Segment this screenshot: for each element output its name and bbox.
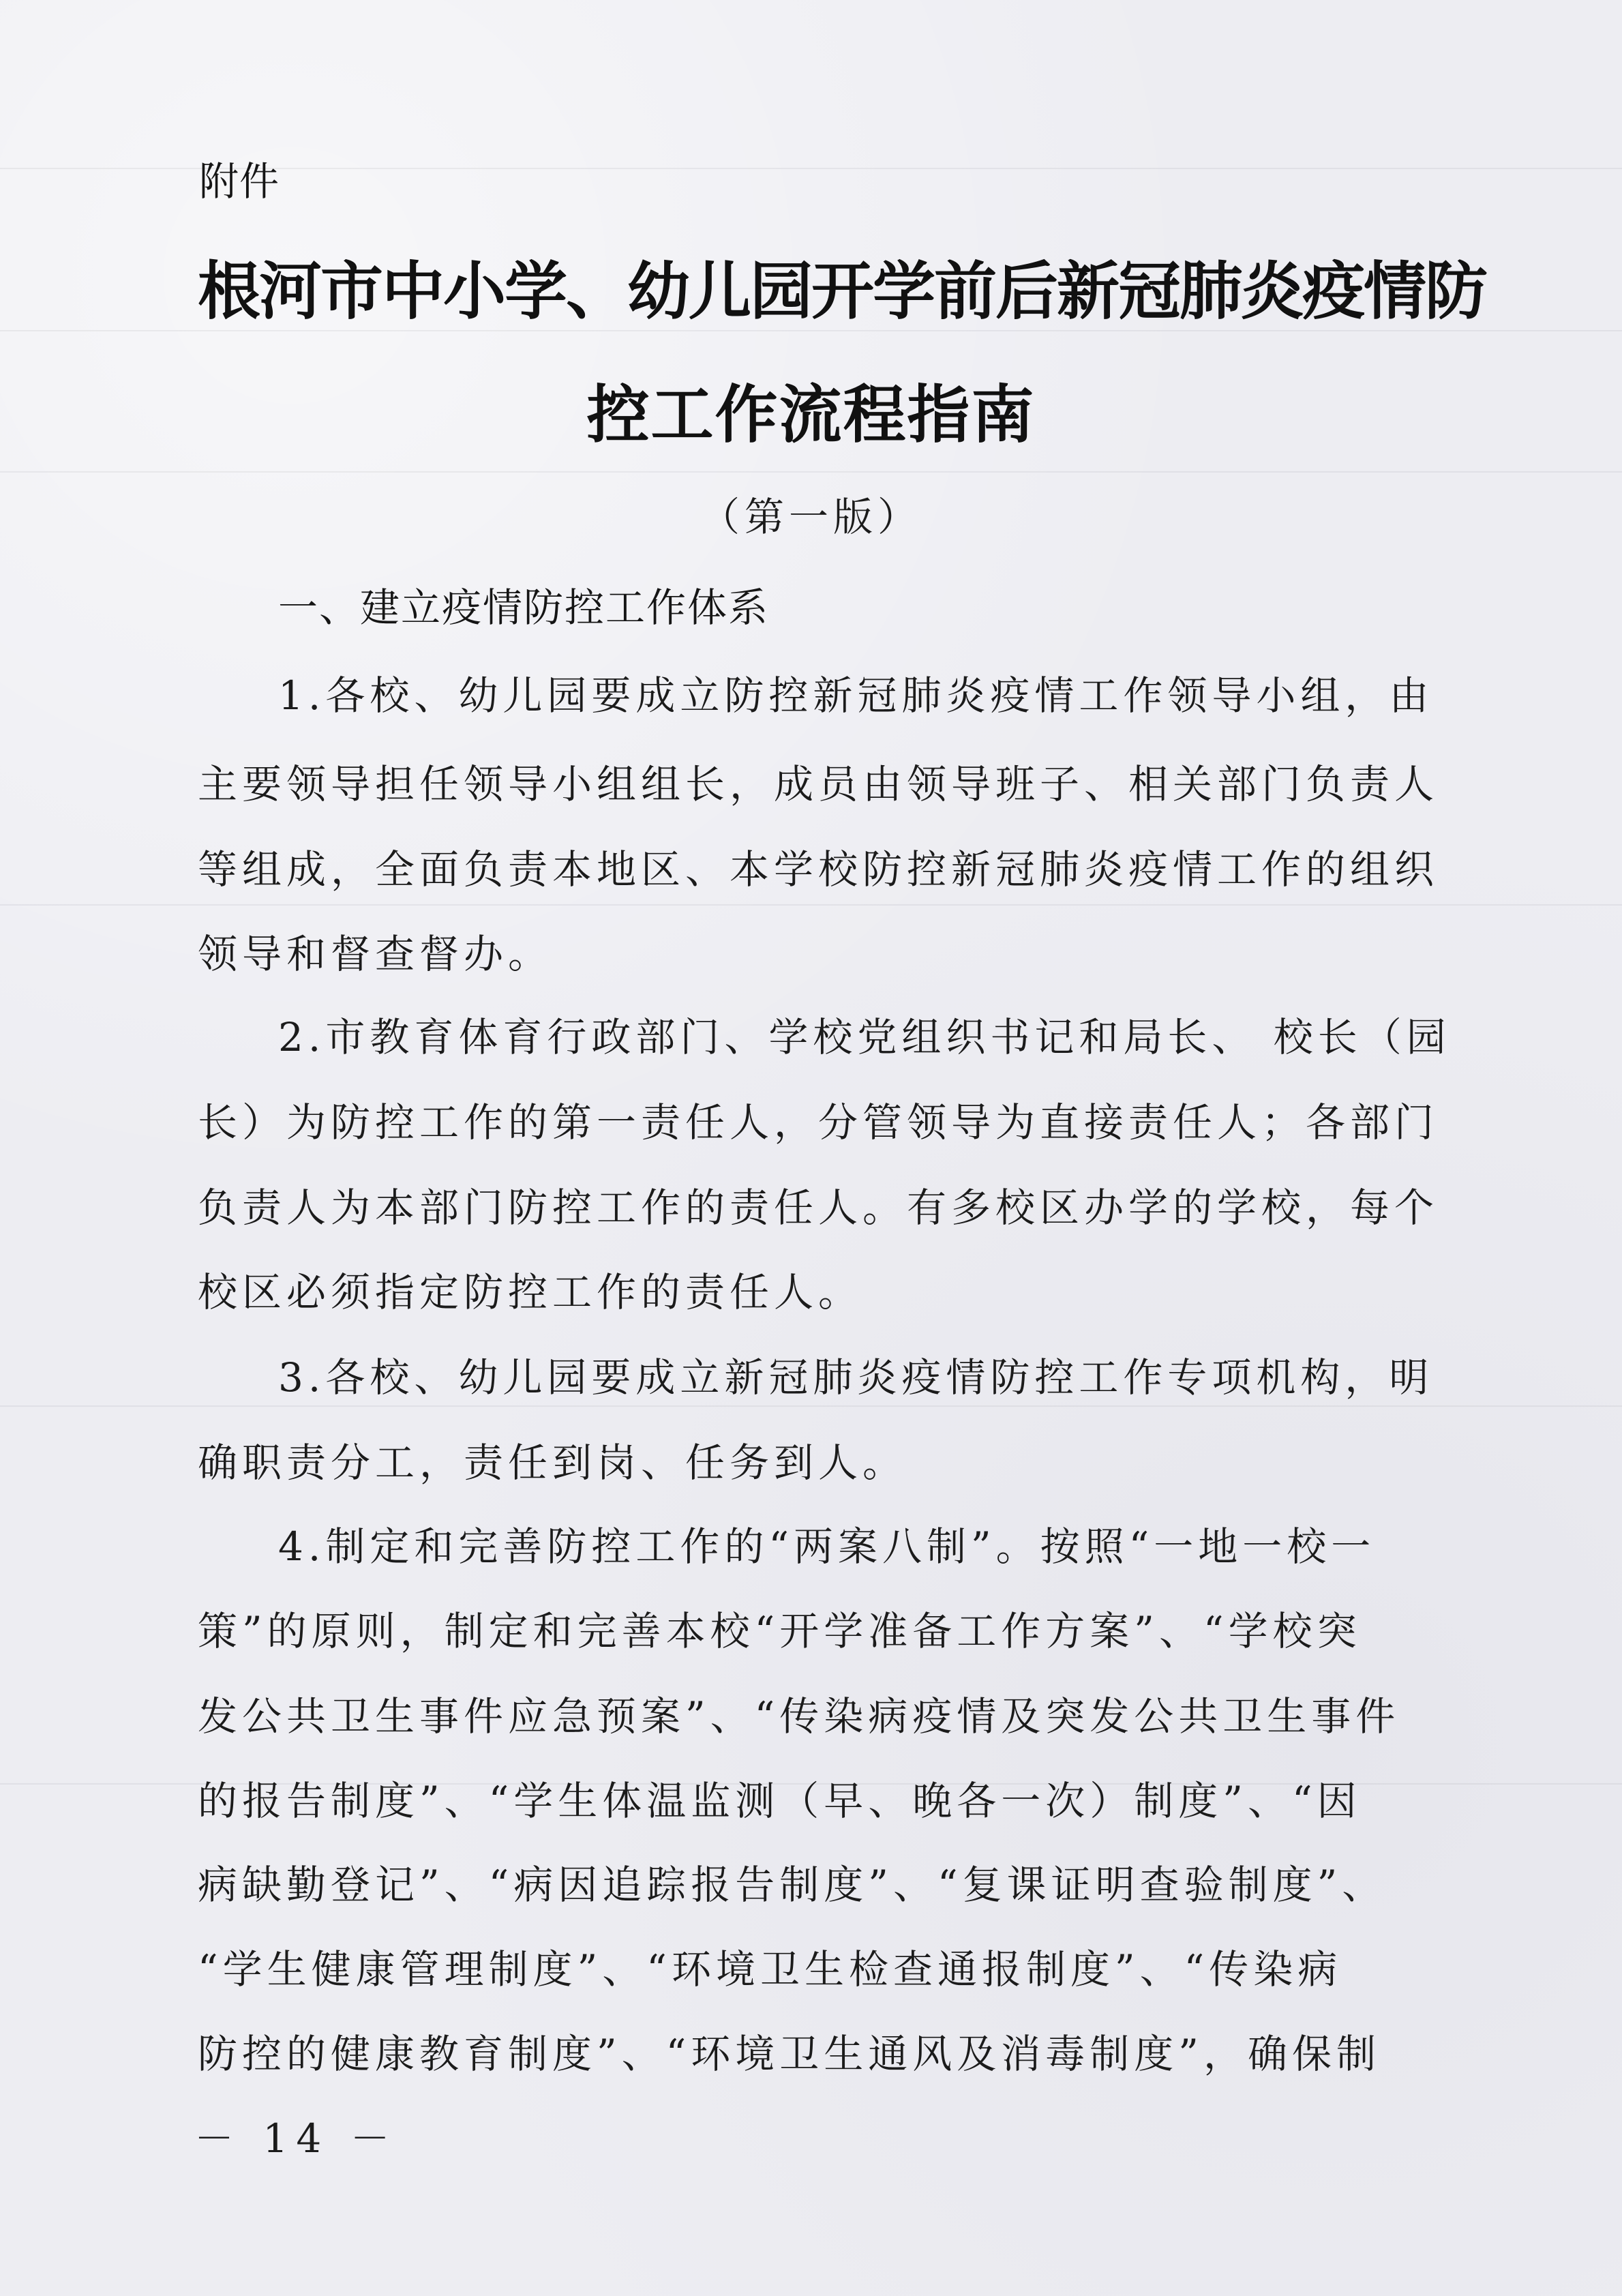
body-line: 3.各校、幼儿园要成立新冠肺炎疫情防控工作专项机构，明 [278, 1354, 1434, 1401]
body-line: 校区必须指定防控工作的责任人。 [198, 1269, 863, 1315]
body-line: 负责人为本部门防控工作的责任人。有多校区办学的学校，每个 [198, 1184, 1439, 1231]
section-heading: 一、建立疫情防控工作体系 [278, 584, 770, 631]
page-number: － 14 － [194, 2115, 398, 2162]
edition-label: （第一版） [700, 494, 922, 540]
body-line: 1.各校、幼儿园要成立防控新冠肺炎疫情工作领导小组，由 [278, 672, 1434, 719]
body-line: 发公共卫生事件应急预案”、“传染病疫情及突发公共卫生事件 [198, 1693, 1400, 1740]
body-line: “学生健康管理制度”、“环境卫生检查通报制度”、“传染病 [198, 1946, 1342, 1993]
body-line: 2.市教育体育行政部门、学校党组织书记和局长、 校长（园 [278, 1014, 1451, 1060]
body-line: 4.制定和完善防控工作的“两案八制”。按照“一地一校一 [278, 1523, 1376, 1570]
scan-artifact-line [0, 330, 1622, 331]
document-title-line-2: 控工作流程指南 [586, 378, 1036, 451]
body-line: 病缺勤登记”、“病因追踪报告制度”、“复课证明查验制度”、 [198, 1862, 1387, 1908]
body-line: 主要领导担任领导小组组长，成员由领导班子、相关部门负责人 [198, 761, 1439, 807]
body-line: 确职责分工，责任到岗、任务到人。 [198, 1440, 907, 1486]
body-line: 长）为防控工作的第一责任人，分管领导为直接责任人；各部门 [198, 1099, 1439, 1146]
scan-artifact-line [0, 471, 1622, 473]
body-line: 的报告制度”、“学生体温监测（早、晚各一次）制度”、“因 [198, 1778, 1362, 1824]
body-line: 防控的健康教育制度”、“环境卫生通风及消毒制度”，确保制 [198, 2031, 1381, 2077]
document-title-line-1: 根河市中小学、幼儿园开学前后新冠肺炎疫情防 [198, 255, 1487, 328]
attachment-label: 附件 [199, 158, 280, 205]
scan-artifact-line [0, 904, 1622, 906]
body-line: 领导和督查督办。 [198, 931, 553, 977]
body-line: 策”的原则，制定和完善本校“开学准备工作方案”、“学校突 [198, 1608, 1362, 1654]
scan-artifact-line [0, 1405, 1622, 1407]
body-line: 等组成，全面负责本地区、本学校防控新冠肺炎疫情工作的组织 [198, 846, 1439, 893]
